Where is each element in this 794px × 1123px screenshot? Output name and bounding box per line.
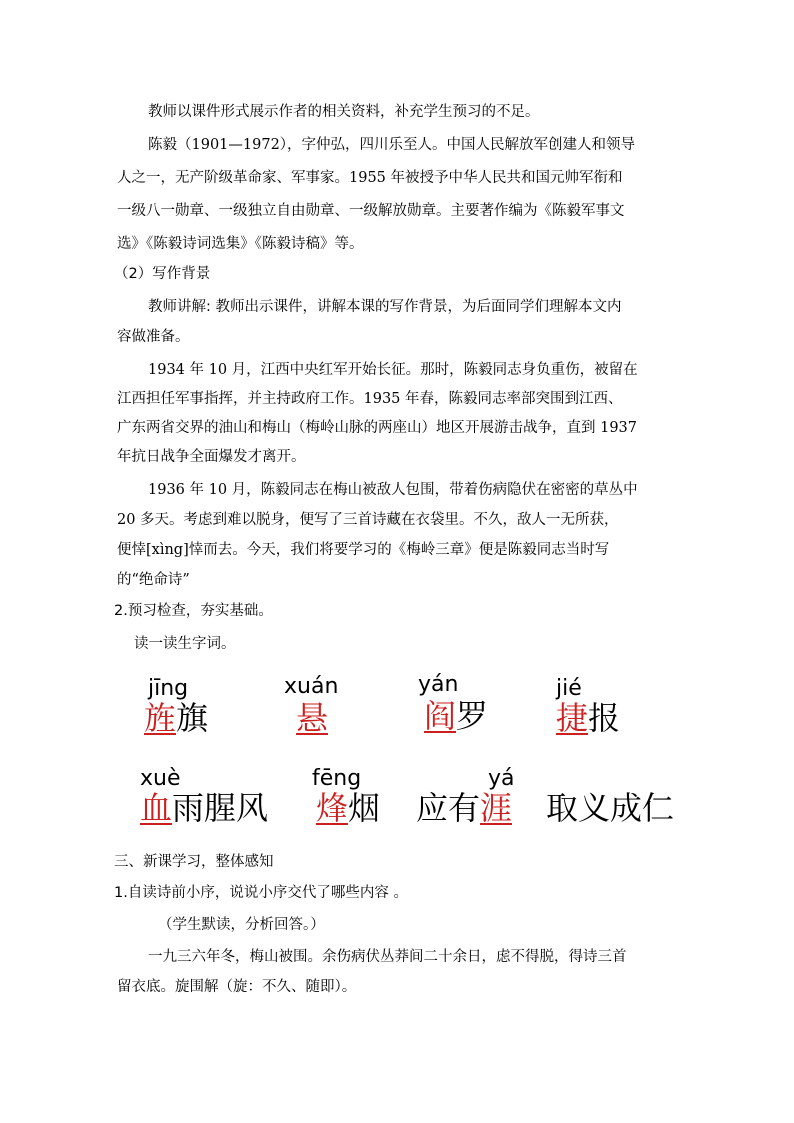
- word: 血雨腥风: [140, 789, 269, 827]
- section-heading-new-lesson: 三、新课学习，整体感知: [114, 854, 274, 870]
- word: 烽烟: [316, 789, 381, 827]
- word: 悬: [296, 699, 329, 737]
- intro-line: 教师以课件形式展示作者的相关资料，补充学生预习的不足。: [148, 104, 540, 120]
- story-line-3: 便悻[xìng]悻而去。今天，我们将要学习的《梅岭三章》便是陈毅同志当时写: [117, 542, 610, 558]
- pinyin: xuán: [284, 674, 339, 699]
- teacher-explain-line-1: 教师讲解: 教师出示课件，讲解本课的写作背景，为后面同学们理解本文内: [148, 299, 622, 315]
- preface-line-1: 一九三六年冬，梅山被围。余伤病伏丛莽间二十余日，虑不得脱，得诗三首: [148, 949, 627, 965]
- bio-line-2: 人之一，无产阶级革命家、军事家。1955 年被授予中华人民共和国元帅军衔和: [117, 170, 623, 186]
- background-line-4: 年抗日战争全面爆发才离开。: [117, 449, 306, 465]
- bio-line-1: 陈毅（1901—1972），字仲弘，四川乐至人。中国人民解放军创建人和领导: [148, 137, 636, 153]
- word: 应有涯: [416, 789, 513, 827]
- background-line-3: 广东两省交界的油山和梅山（梅岭山脉的两座山）地区开展游击战争，直到 1937: [117, 420, 638, 436]
- bio-line-4: 选》《陈毅诗词选集》《陈毅诗稿》等。: [117, 236, 364, 252]
- pinyin: jié: [556, 676, 582, 701]
- teacher-explain-line-2: 容做准备。: [117, 329, 190, 345]
- pinyin: yán: [418, 672, 459, 697]
- pinyin: xuè: [140, 766, 181, 791]
- background-line-1: 1934 年 10 月，江西中央红军开始长征。那时，陈毅同志身负重伤，被留在: [148, 362, 638, 378]
- read-instruction: 读一读生字词。: [134, 636, 236, 652]
- word: 阎罗: [424, 697, 489, 735]
- word: 取义成仁: [546, 789, 675, 827]
- section-heading-background: （2）写作背景: [114, 266, 211, 282]
- word: 旌旗: [144, 699, 209, 737]
- story-line-2: 20 多天。考虑到难以脱身，便写了三首诗藏在衣袋里。不久，敌人一无所获，: [117, 512, 619, 528]
- story-line-1: 1936 年 10 月，陈毅同志在梅山被敌人包围，带着伤病隐伏在密密的草丛中: [148, 482, 638, 498]
- background-line-2: 江西担任军事指挥，并主持政府工作。1935 年春，陈毅同志率部突围到江西、: [117, 391, 623, 407]
- preface-line-2: 留衣底。旋围解（旋：不久、随即）。: [117, 979, 357, 995]
- word: 捷报: [556, 699, 621, 737]
- pinyin: yá: [488, 766, 515, 791]
- pinyin: fēng: [312, 766, 362, 791]
- preview-check-heading: 2.预习检查，夯实基础。: [114, 603, 273, 619]
- bio-line-3: 一级八一勋章、一级独立自由勋章、一级解放勋章。主要著作编为《陈毅军事文: [117, 203, 625, 219]
- question-1: 1.自读诗前小序，说说小序交代了哪些内容 。: [114, 885, 408, 901]
- pinyin: jīng: [148, 676, 189, 701]
- question-1-note: （学生默读，分析回答。）: [158, 917, 325, 933]
- story-line-4: 的“绝命诗”: [117, 572, 190, 588]
